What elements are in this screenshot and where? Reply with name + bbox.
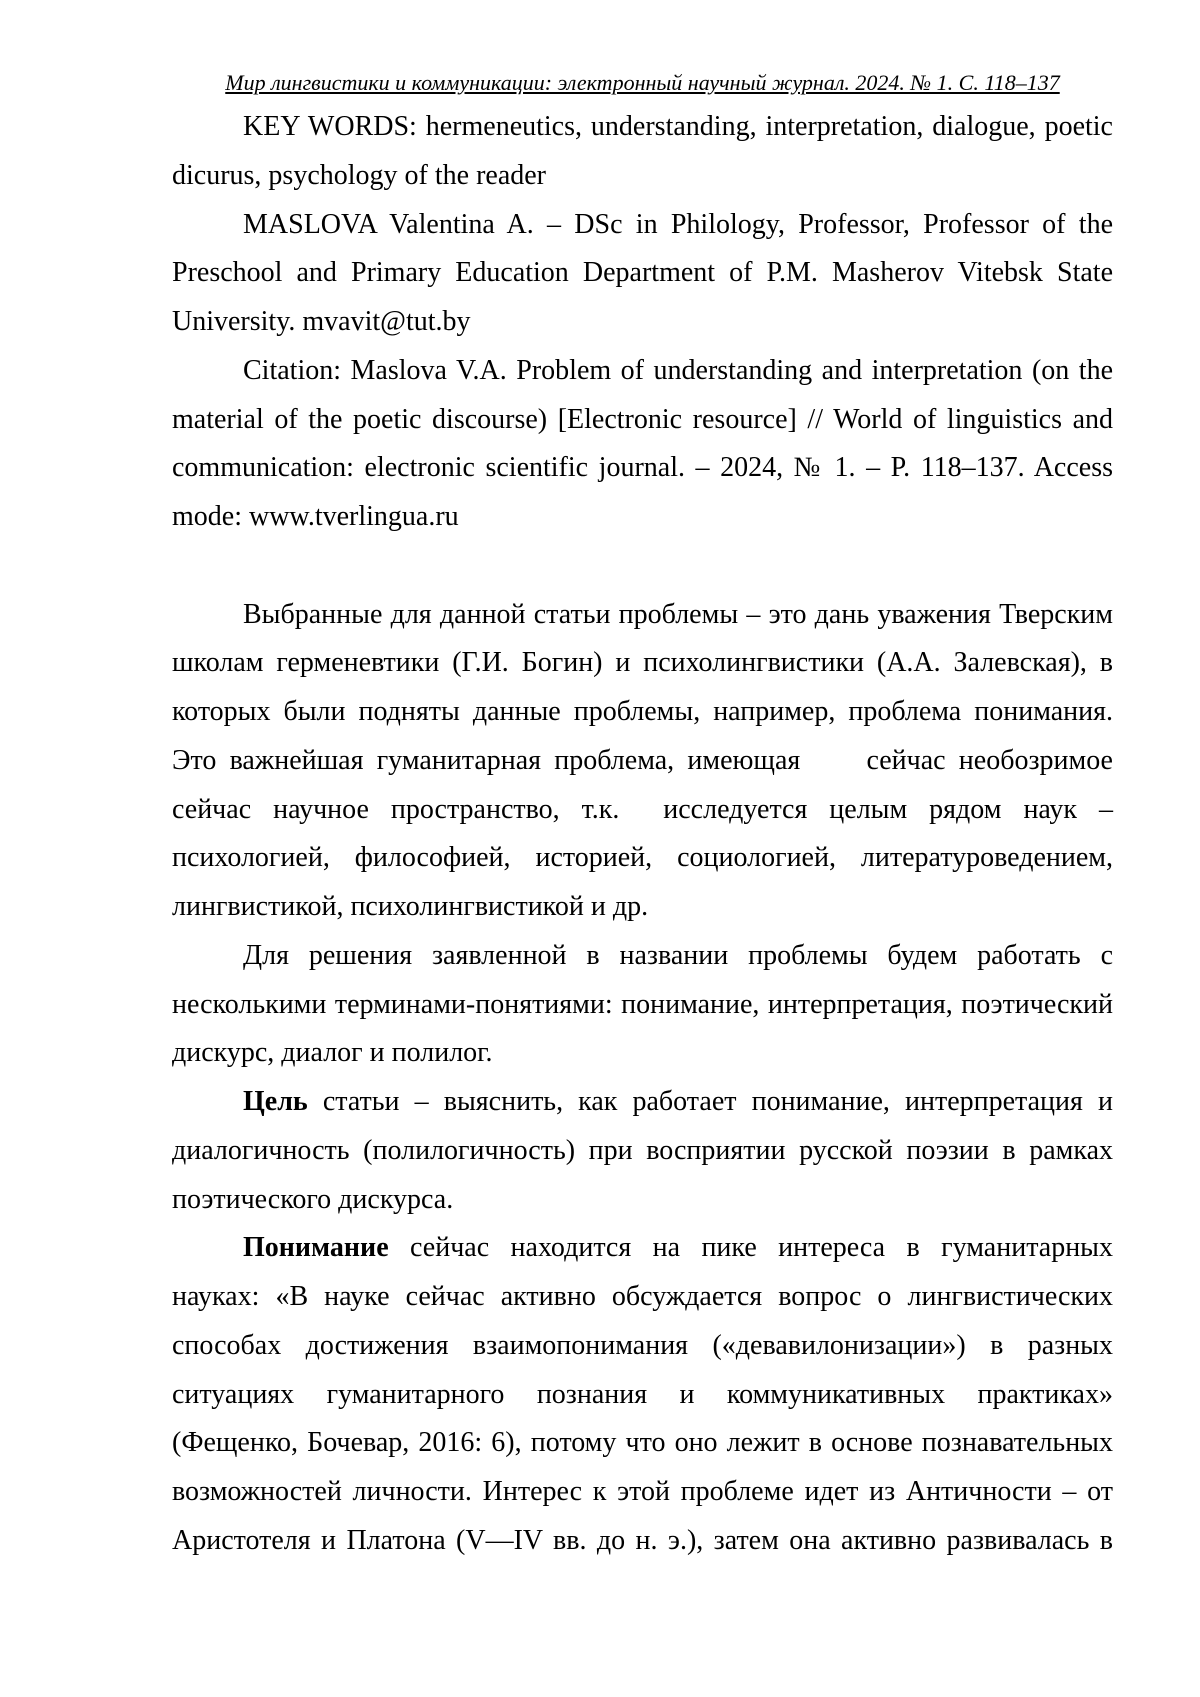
text-line: Аристотеля и Платона (V—IV вв. до н. э.), затем она активно развивалась в: [172, 1524, 1113, 1558]
text-line: способах достижения взаимопонимания («девавилонизации») в разных: [172, 1329, 1113, 1363]
text-line: material of the poetic discourse) [Electronic resource] // World of linguistics and: [172, 403, 1113, 437]
journal-running-header: Мир лингвистики и коммуникации: электронный научный журнал. 2024. № 1. С. 118–137: [172, 70, 1113, 96]
text-line: dicurus, psychology of the reader: [172, 159, 1113, 193]
text-line: University. mvavit@tut.by: [172, 305, 1113, 339]
text-span: сейчас находится на пике интереса в гуманитарных: [389, 1232, 1113, 1263]
text-line: поэтического дискурса.: [172, 1183, 1113, 1217]
text-line: MASLOVA Valentina A. – DSc in Philology, Professor, Professor of the: [243, 208, 1113, 242]
text-span: статьи – выяснить, как работает понимание, интерпретация и: [308, 1086, 1113, 1117]
text-line: дискурс, диалог и полилог.: [172, 1036, 1113, 1070]
text-line: mode: www.tverlingua.ru: [172, 500, 1113, 534]
text-line: Preschool and Primary Education Department of P.M. Masherov Vitebsk State: [172, 256, 1113, 290]
text-line: возможностей личности. Интерес к этой проблеме идет из Античности – от: [172, 1475, 1113, 1509]
text-line: ситуациях гуманитарного познания и коммуникативных практиках»: [172, 1378, 1113, 1412]
text-line: диалогичность (полилогичность) при восприятии русской поэзии в рамках: [172, 1134, 1113, 1168]
bold-term: Цель: [243, 1086, 308, 1117]
text-line: науках: «В науке сейчас активно обсуждается вопрос о лингвистических: [172, 1280, 1113, 1314]
text-line: communication: electronic scientific journal. – 2024, № 1. – P. 118–137. Access: [172, 451, 1113, 485]
text-line: (Фещенко, Бочевар, 2016: 6), потому что оно лежит в основе познавательных: [172, 1426, 1113, 1460]
text-line: которых были подняты данные проблемы, например, проблема понимания.: [172, 695, 1113, 729]
text-line: школам герменевтики (Г.И. Богин) и психолингвистики (А.А. Залевская), в: [172, 646, 1113, 680]
text-line: [243, 1231, 1113, 1265]
text-line: KEY WORDS: hermeneutics, understanding, interpretation, dialogue, poetic: [243, 110, 1113, 144]
text-line: несколькими терминами-понятиями: понимание, интерпретация, поэтический: [172, 988, 1113, 1022]
text-line: Citation: Maslova V.A. Problem of understanding and interpretation (on the: [243, 354, 1113, 388]
text-line: сейчас научное пространство, т.к. исследуется целым рядом наук –: [172, 793, 1113, 827]
text-line: [243, 1085, 1113, 1119]
text-line: психологией, философией, историей, социологией, литературоведением,: [172, 841, 1113, 875]
bold-term: Понимание: [243, 1232, 389, 1263]
text-line: Выбранные для данной статьи проблемы – это дань уважения Тверским: [243, 598, 1113, 632]
text-line: Для решения заявленной в названии проблемы будем работать с: [243, 939, 1113, 973]
text-line: лингвистикой, психолингвистикой и др.: [172, 890, 1113, 924]
text-line: Это важнейшая гуманитарная проблема, имеющая сейчас необозримое: [172, 744, 1113, 778]
